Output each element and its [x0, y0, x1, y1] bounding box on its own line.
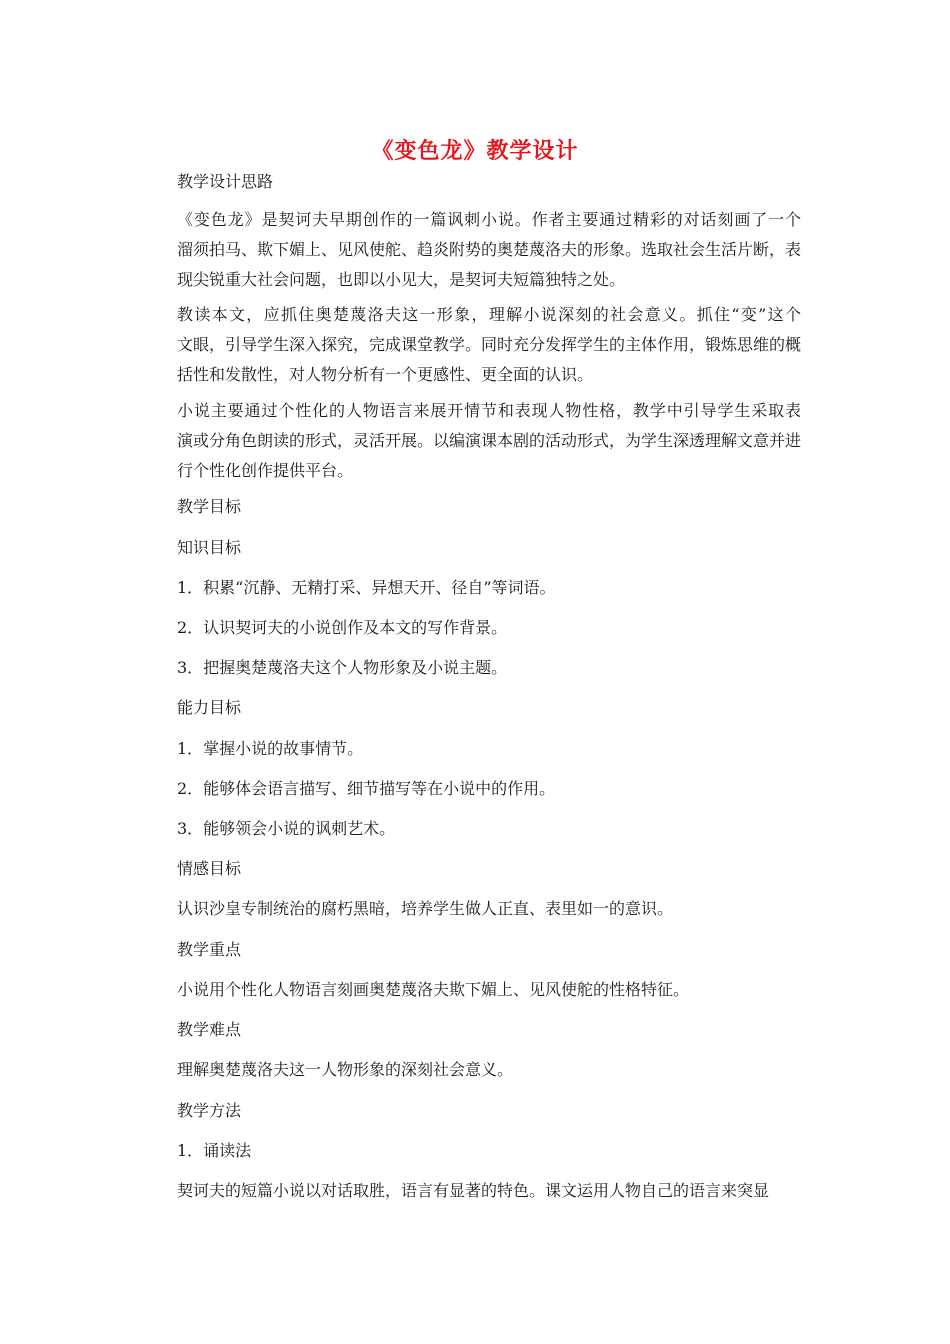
- paragraph-line: 小说主要通过个性化的人物语言来展开情节和表现人物性格，教学中引导学生采取表: [177, 401, 801, 420]
- subheading-emotion-goal: 情感目标: [177, 859, 242, 878]
- list-item: 1．掌握小说的故事情节。: [177, 739, 364, 758]
- emotion-goal-text: 认识沙皇专制统治的腐朽黑暗，培养学生做人正直、表里如一的意识。: [177, 899, 674, 918]
- paragraph-line: 演或分角色朗读的形式，灵活开展。以编演课本剧的活动形式，为学生深透理解文意并进: [177, 431, 802, 450]
- paragraph-language: [177, 396, 801, 486]
- section-heading-goals: 教学目标: [177, 497, 242, 516]
- paragraph-line: 教读本文，应抓住奥楚蔑洛夫这一形象，理解小说深刻的社会意义。抓住“变”这个: [177, 305, 801, 324]
- document-title: 《变色龙》教学设计: [371, 138, 579, 164]
- section-heading-key-point: 教学重点: [177, 940, 242, 959]
- paragraph-line: 行个性化创作提供平台。: [177, 461, 354, 480]
- method-text: 契诃夫的短篇小说以对话取胜，语言有显著的特色。课文运用人物自己的语言来突显: [177, 1181, 770, 1200]
- paragraph-line: 括性和发散性，对人物分析有一个更感性、更全面的认识。: [177, 365, 594, 384]
- paragraph-intro: [177, 205, 801, 295]
- paragraph-line: 文眼，引导学生深入探究，完成课堂教学。同时充分发挥学生的主体作用，锻炼思维的概: [177, 335, 802, 354]
- list-item: 3．把握奥楚蔑洛夫这个人物形象及小说主题。: [177, 658, 508, 677]
- subheading-ability-goal: 能力目标: [177, 698, 242, 717]
- section-heading-design-idea: 教学设计思路: [177, 172, 274, 191]
- paragraph-line: 现尖锐重大社会问题，也即以小见大，是契诃夫短篇独特之处。: [177, 270, 626, 289]
- paragraph-line: 溜须拍马、欺下媚上、见风使舵、趋炎附势的奥楚蔑洛夫的形象。选取社会生活片断，表: [177, 240, 802, 259]
- key-point-text: 小说用个性化人物语言刻画奥楚蔑洛夫欺下媚上、见风使舵的性格特征。: [177, 980, 690, 999]
- list-item: 1．积累“沉静、无精打采、异想天开、径自”等词语。: [177, 578, 556, 597]
- difficulty-text: 理解奥楚蔑洛夫这一人物形象的深刻社会意义。: [177, 1060, 514, 1079]
- section-heading-difficulty: 教学难点: [177, 1020, 242, 1039]
- list-item: 3．能够领会小说的讽刺艺术。: [177, 819, 396, 838]
- subheading-knowledge-goal: 知识目标: [177, 538, 242, 557]
- list-item: 2．能够体会语言描写、细节描写等在小说中的作用。: [177, 779, 556, 798]
- paragraph-line: 《变色龙》是契诃夫早期创作的一篇讽刺小说。作者主要通过精彩的对话刻画了一个: [177, 210, 801, 229]
- list-item: 1．诵读法: [177, 1141, 252, 1160]
- section-heading-method: 教学方法: [177, 1101, 242, 1120]
- paragraph-teaching: [177, 300, 801, 390]
- list-item: 2．认识契诃夫的小说创作及本文的写作背景。: [177, 618, 508, 637]
